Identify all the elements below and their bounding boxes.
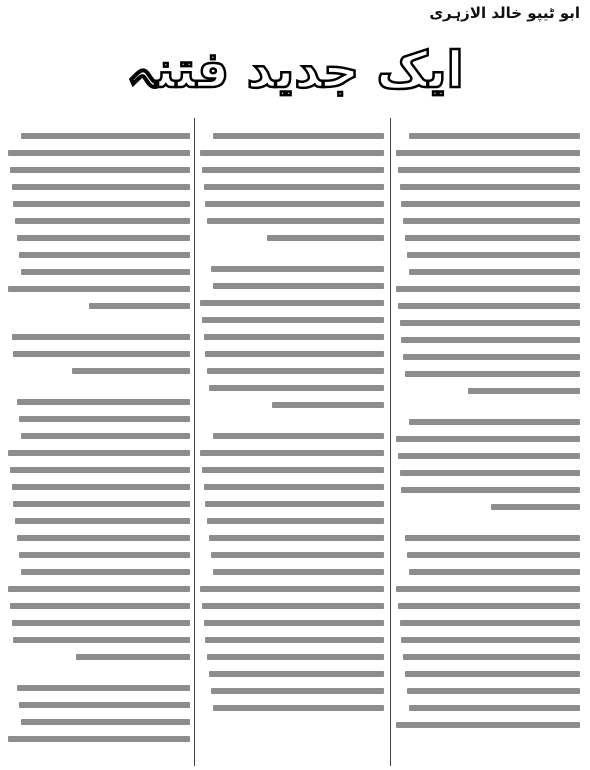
text-line (213, 569, 384, 575)
text-line (405, 235, 580, 241)
text-line (209, 385, 384, 391)
text-line (19, 702, 190, 708)
text-line (204, 334, 384, 340)
article-byline: ابو ٹیپو خالد الازہری (429, 4, 580, 22)
text-line (207, 368, 384, 374)
text-line (396, 436, 580, 442)
paragraph-gap (6, 374, 190, 388)
text-line (409, 569, 580, 575)
text-line (211, 266, 384, 272)
text-line (204, 484, 384, 490)
text-line (15, 518, 190, 524)
text-line (10, 167, 190, 173)
text-line (398, 303, 580, 309)
paragraph-gap (6, 309, 190, 323)
text-line (403, 654, 580, 660)
text-line (200, 450, 384, 456)
article-headline (100, 38, 490, 102)
text-line (13, 201, 190, 207)
text-line (12, 620, 190, 626)
text-line (12, 334, 190, 340)
text-line (205, 351, 384, 357)
text-line (211, 552, 384, 558)
text-line (407, 252, 580, 258)
text-line (401, 487, 580, 493)
text-line (207, 218, 384, 224)
text-line (398, 603, 580, 609)
text-line (213, 433, 384, 439)
text-line (205, 637, 384, 643)
text-line (401, 637, 580, 643)
text-line (15, 218, 190, 224)
text-line (12, 484, 190, 490)
text-column-left (6, 122, 190, 762)
text-line (8, 150, 190, 156)
paragraph-gap (198, 408, 384, 422)
text-line (401, 201, 580, 207)
text-line (202, 167, 384, 173)
text-line (403, 354, 580, 360)
text-line (401, 337, 580, 343)
text-line (202, 317, 384, 323)
text-line (21, 433, 190, 439)
text-line (200, 586, 384, 592)
text-column-right (394, 122, 580, 762)
text-line (405, 671, 580, 677)
text-column-middle (198, 122, 384, 762)
paragraph-gap (394, 394, 580, 408)
text-line (21, 269, 190, 275)
text-line (396, 286, 580, 292)
text-line (17, 235, 190, 241)
text-line (8, 586, 190, 592)
text-line (213, 133, 384, 139)
text-line (19, 416, 190, 422)
text-line (202, 603, 384, 609)
text-line (396, 150, 580, 156)
text-line (17, 399, 190, 405)
text-line (211, 688, 384, 694)
text-line (17, 685, 190, 691)
text-line (204, 620, 384, 626)
text-line (400, 620, 580, 626)
headline-text: ایک جدید فتنہ (126, 41, 464, 99)
text-line (207, 518, 384, 524)
text-line (207, 654, 384, 660)
column-divider (390, 118, 391, 766)
text-line (213, 705, 384, 711)
text-line (205, 501, 384, 507)
text-line (13, 351, 190, 357)
text-line (21, 569, 190, 575)
text-line (202, 467, 384, 473)
text-line (400, 184, 580, 190)
paragraph-gap (394, 510, 580, 524)
text-line (8, 736, 190, 742)
text-line (409, 419, 580, 425)
text-line (21, 719, 190, 725)
text-line (8, 286, 190, 292)
text-line (213, 283, 384, 289)
text-line (204, 184, 384, 190)
text-line (19, 252, 190, 258)
text-line (205, 201, 384, 207)
column-divider (194, 118, 195, 766)
text-line (405, 371, 580, 377)
text-line (209, 535, 384, 541)
text-line (407, 552, 580, 558)
text-line (398, 167, 580, 173)
text-line (13, 637, 190, 643)
text-line (409, 269, 580, 275)
text-line (409, 133, 580, 139)
text-line (409, 705, 580, 711)
text-line (400, 470, 580, 476)
text-line (13, 501, 190, 507)
text-line (407, 688, 580, 694)
text-line (396, 722, 580, 728)
text-line (405, 535, 580, 541)
text-line (396, 586, 580, 592)
text-line (17, 535, 190, 541)
text-line (200, 150, 384, 156)
text-line (19, 552, 190, 558)
paragraph-gap (6, 660, 190, 674)
text-line (200, 300, 384, 306)
text-line (10, 467, 190, 473)
text-line (403, 218, 580, 224)
text-line (400, 320, 580, 326)
text-line (8, 450, 190, 456)
text-line (21, 133, 190, 139)
text-line (10, 603, 190, 609)
text-line (398, 453, 580, 459)
text-line (12, 184, 190, 190)
text-line (209, 671, 384, 677)
paragraph-gap (198, 241, 384, 255)
